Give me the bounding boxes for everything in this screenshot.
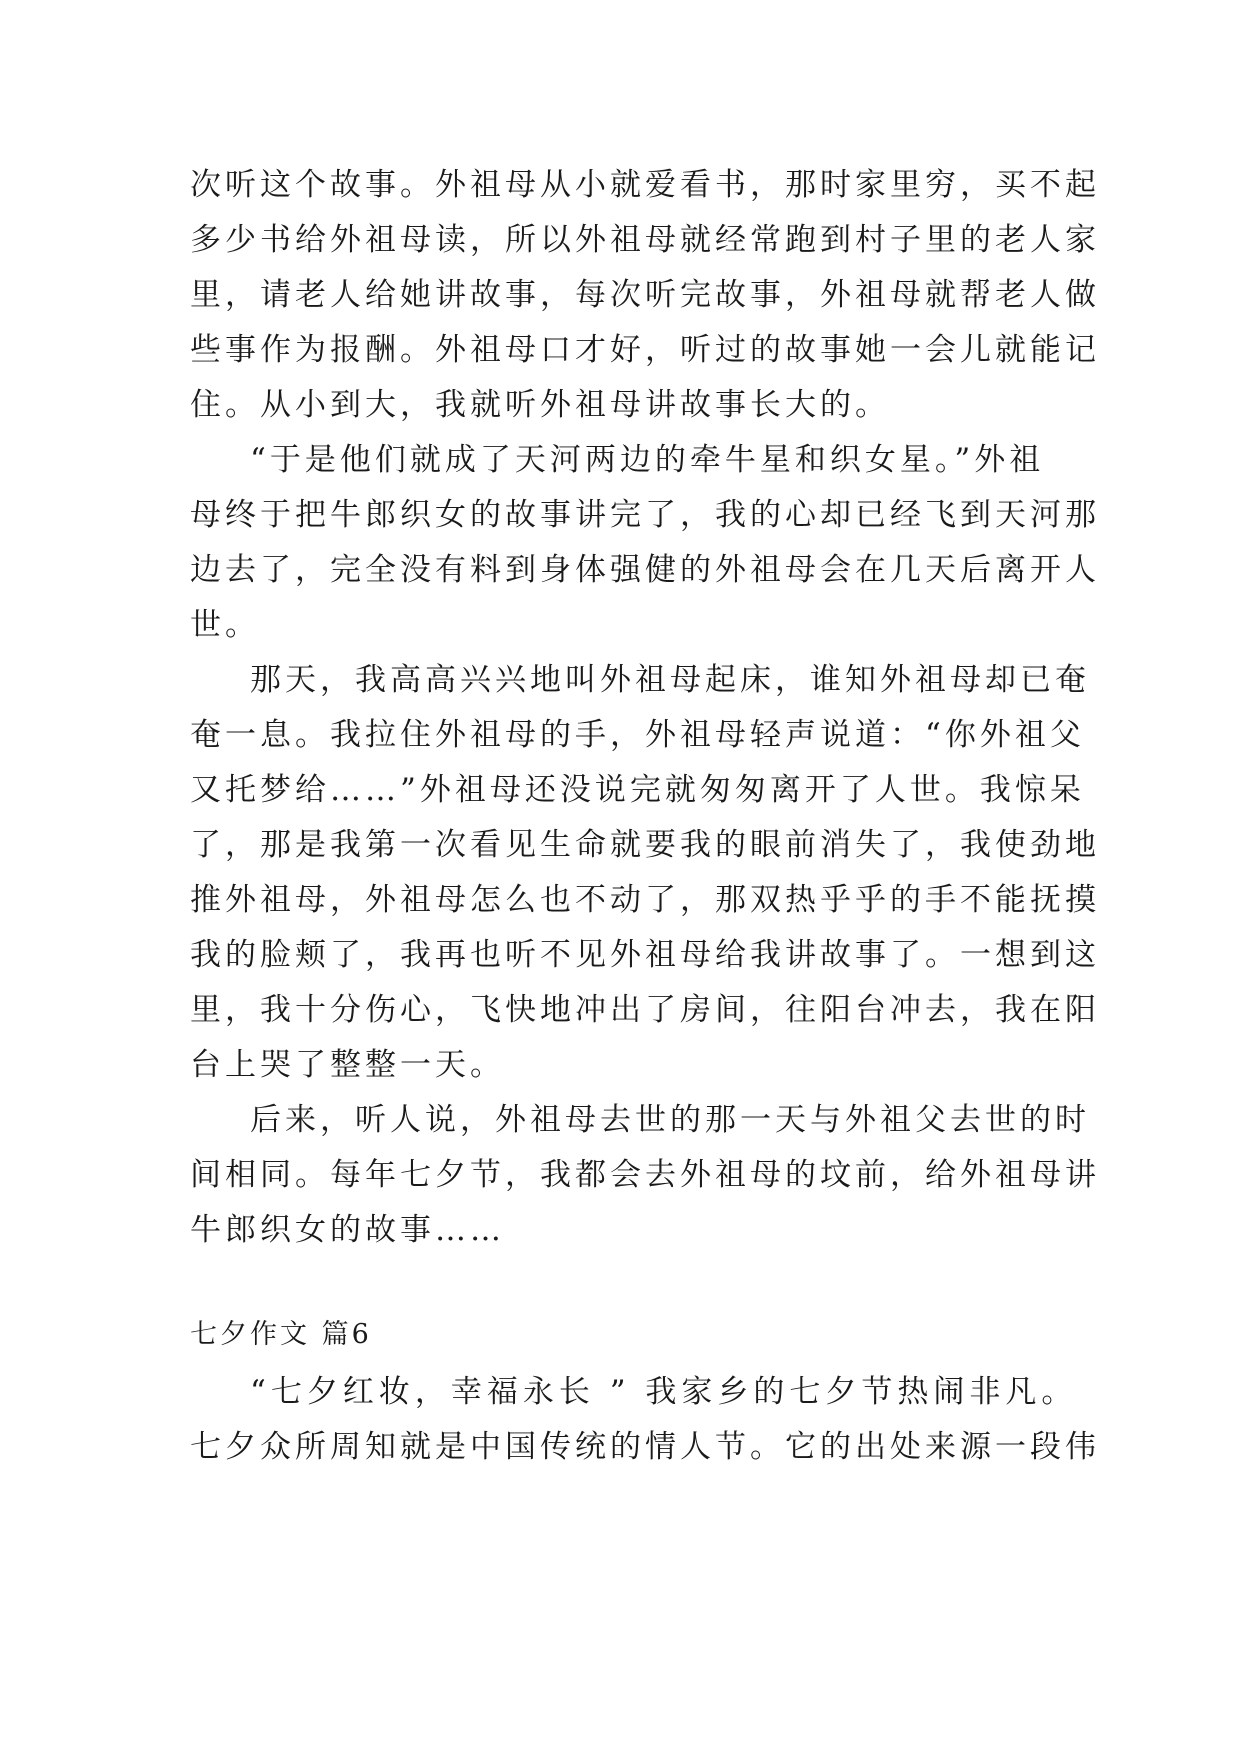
text-line: 后来，听人说，外祖母去世的那一天与外祖父去世的时 (250, 1102, 1090, 1138)
text-line: 我的脸颊了，我再也听不见外祖母给我讲故事了。一想到这 (190, 937, 1100, 973)
text-line: 奄一息。我拉住外祖母的手，外祖母轻声说道：“你外祖父 (190, 717, 1085, 753)
text-line: 边去了，完全没有料到身体强健的外祖母会在几天后离开人 (190, 552, 1100, 588)
text-line: 那天，我高高兴兴地叫外祖母起床，谁知外祖母却已奄 (250, 662, 1090, 698)
text-line: 台上哭了整整一天。 (190, 1047, 505, 1083)
text-line: “七夕红妆，幸福永长 ” 我家乡的七夕节热闹非凡。 (250, 1374, 1078, 1410)
text-line: 些事作为报酬。外祖母口才好，听过的故事她一会儿就能记 (190, 332, 1100, 368)
text-line: 七夕众所周知就是中国传统的情人节。它的出处来源一段伟 (190, 1429, 1100, 1465)
text-line: 里，我十分伤心，飞快地冲出了房间，往阳台冲去，我在阳 (190, 992, 1100, 1028)
section-heading: 七夕作文 篇6 (190, 1319, 372, 1350)
text-line: 了，那是我第一次看见生命就要我的眼前消失了，我使劲地 (190, 827, 1100, 863)
text-line: 间相同。每年七夕节，我都会去外祖母的坟前，给外祖母讲 (190, 1157, 1100, 1193)
text-line: 次听这个故事。外祖母从小就爱看书，那时家里穷，买不起 (190, 167, 1100, 203)
text-line: 又托梦给……”外祖母还没说完就匆匆离开了人世。我惊呆 (190, 772, 1085, 808)
text-line: 母终于把牛郎织女的故事讲完了，我的心却已经飞到天河那 (190, 497, 1100, 533)
text-line: 推外祖母，外祖母怎么也不动了，那双热乎乎的手不能抚摸 (190, 882, 1100, 918)
text-line: 世。 (190, 607, 260, 643)
text-line: 里，请老人给她讲故事，每次听完故事，外祖母就帮老人做 (190, 277, 1100, 313)
text-line: 多少书给外祖母读，所以外祖母就经常跑到村子里的老人家 (190, 222, 1100, 258)
text-line: “于是他们就成了天河两边的牵牛星和织女星。”外祖 (250, 442, 1045, 478)
text-line: 牛郎织女的故事…… (190, 1212, 505, 1248)
text-line: 住。从小到大，我就听外祖母讲故事长大的。 (190, 387, 890, 423)
